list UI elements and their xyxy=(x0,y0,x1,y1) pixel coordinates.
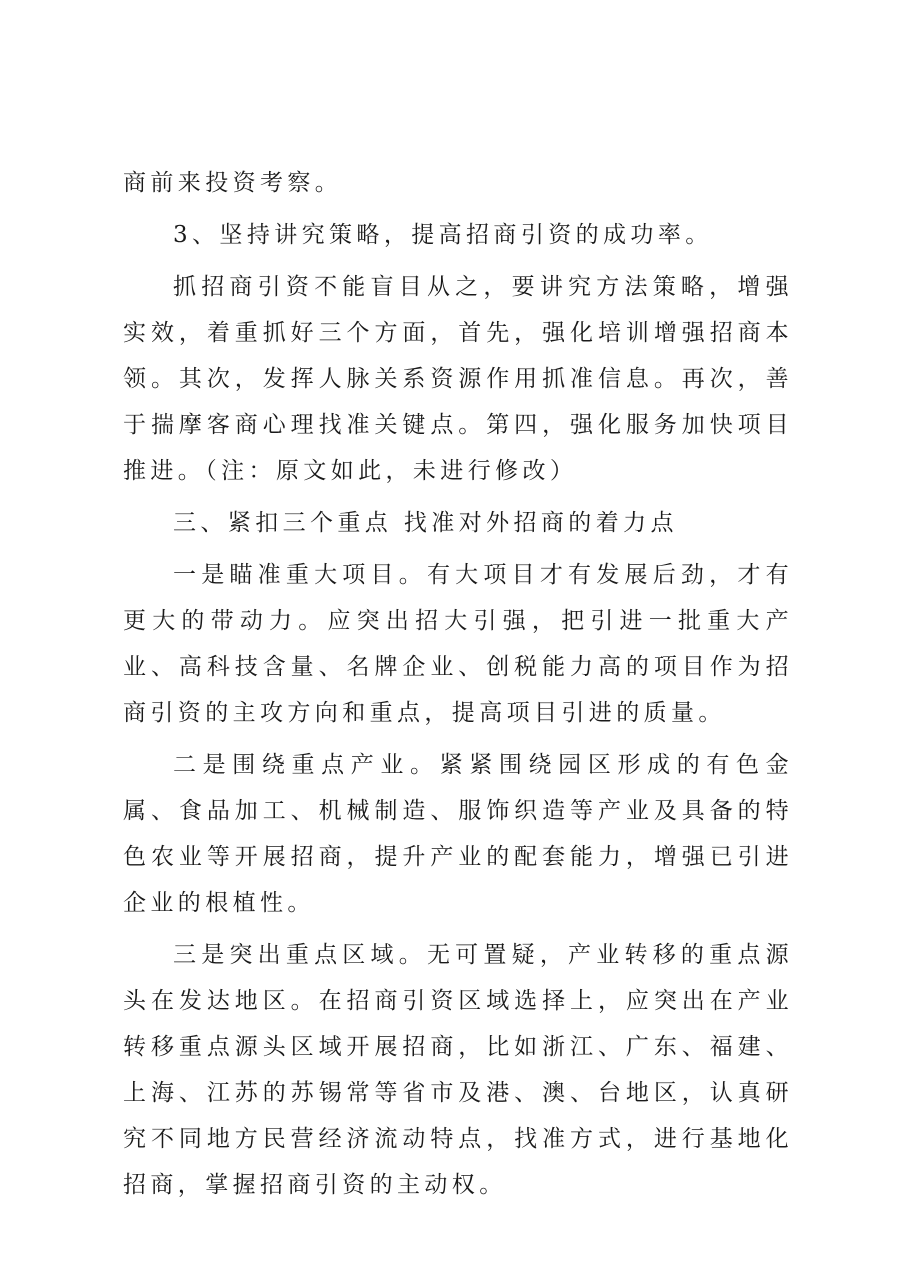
paragraph-subheading-3: 3、坚持讲究策略，提高招商引资的成功率。 xyxy=(173,222,713,248)
paragraph-continuation: 商前来投资考察。 xyxy=(123,170,343,196)
section-heading-3: 三、紧扣三个重点 找准对外招商的着力点 xyxy=(173,510,678,536)
document-body xyxy=(123,160,793,1214)
paragraph-strategy: 抓招商引资不能盲目从之，要讲究方法策略，增强实效，着重抓好三个方面，首先，强化培训增强招商本领。其次，发挥人脉关系资源作用抓准信息。再次，善于揣摩客商心理找准关键点。第四，强化服务加快项目推进。（注：原文如此，未进行修改） xyxy=(123,274,793,484)
paragraph-key-industries: 二是围绕重点产业。紧紧围绕园区形成的有色金属、食品加工、机械制造、服饰织造等产业及具备的特色农业等开展招商，提升产业的配套能力，增强已引进企业的根植性。 xyxy=(123,752,793,916)
paragraph-major-projects: 一是瞄准重大项目。有大项目才有发展后劲，才有更大的带动力。应突出招大引强，把引进一批重大产业、高科技含量、名牌企业、创税能力高的项目作为招商引资的主攻方向和重点，提高项目引进的质量。 xyxy=(123,562,793,726)
paragraph-key-regions: 三是突出重点区域。无可置疑，产业转移的重点源头在发达地区。在招商引资区域选择上，应突出在产业转移重点源头区域开展招商，比如浙江、广东、福建、上海、江苏的苏锡常等省市及港、澳、台地区，认真研究不同地方民营经济流动特点，找准方式，进行基地化招商，掌握招商引资的主动权。 xyxy=(123,942,793,1198)
